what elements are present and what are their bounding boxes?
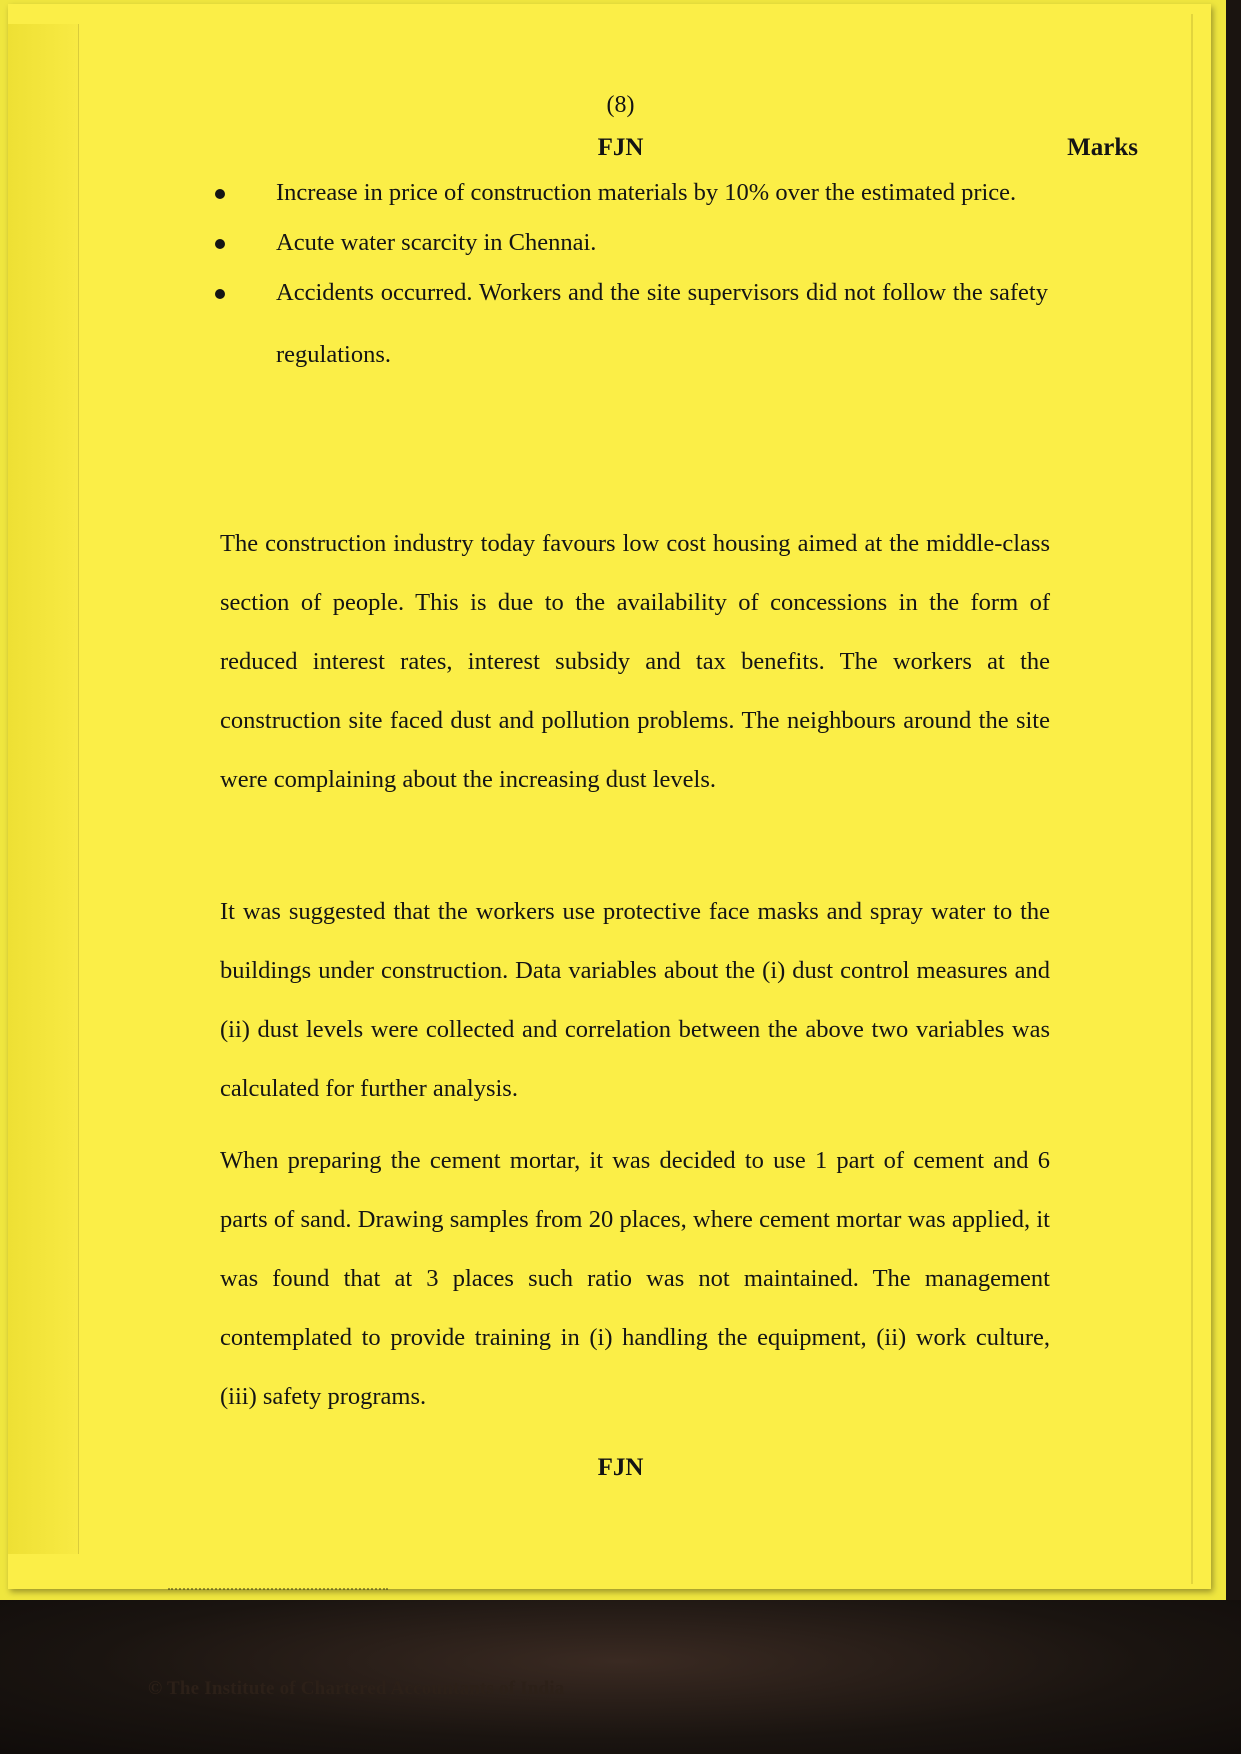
paragraph-dust-control: It was suggested that the workers use protective face masks and spray water to the buildings under construction. Data variables about the (i) dust control measures and (ii) dust levels were collected and correlation between the above two variables was calculated for further analysis.	[220, 898, 1050, 1102]
bullet-text: Increase in price of construction materials by 10% over the estimated price.	[276, 179, 1017, 206]
dotted-margin-mark	[168, 1588, 388, 1590]
bullet-text: Accidents occurred. Workers and the site supervisors did not follow the safety regulations.	[276, 279, 1048, 368]
paragraph-cement-mortar: When preparing the cement mortar, it was decided to use 1 part of cement and 6 parts of sand. Drawing samples from 20 places, where cement mortar was applied, it was found that at 3 places such ratio was not maintained. The management contemplated to provide training in (i) handling the equipment, (ii) work culture, (iii) safety programs.	[220, 1147, 1050, 1410]
marks-column-label: Marks	[1067, 134, 1138, 161]
bullet-icon	[215, 189, 225, 199]
bullet-list	[218, 180, 1048, 392]
paper-code-header: FJN	[597, 134, 644, 161]
paper-code-footer: FJN	[597, 1454, 644, 1481]
page-number: (8)	[606, 92, 635, 118]
paragraph-construction-industry: The construction industry today favours low cost housing aimed at the middle-class section of people. This is due to the availability of concessions in the form of reduced interest rates, interest subsidy and tax benefits. The workers at the construction site faced dust and pollution problems. The neighbours around the site were complaining about the increasing dust levels.	[220, 530, 1050, 793]
copyright-watermark: © The Institute of Chartered Accountants of India	[148, 1678, 565, 1699]
bullet-icon	[215, 239, 225, 249]
bullet-text: Acute water scarcity in Chennai.	[276, 229, 597, 256]
bullet-icon	[215, 289, 225, 299]
list-item	[218, 262, 1048, 386]
right-margin-line	[1191, 14, 1193, 1584]
left-binding-edge	[8, 24, 79, 1554]
scanner-background	[0, 1600, 1241, 1754]
